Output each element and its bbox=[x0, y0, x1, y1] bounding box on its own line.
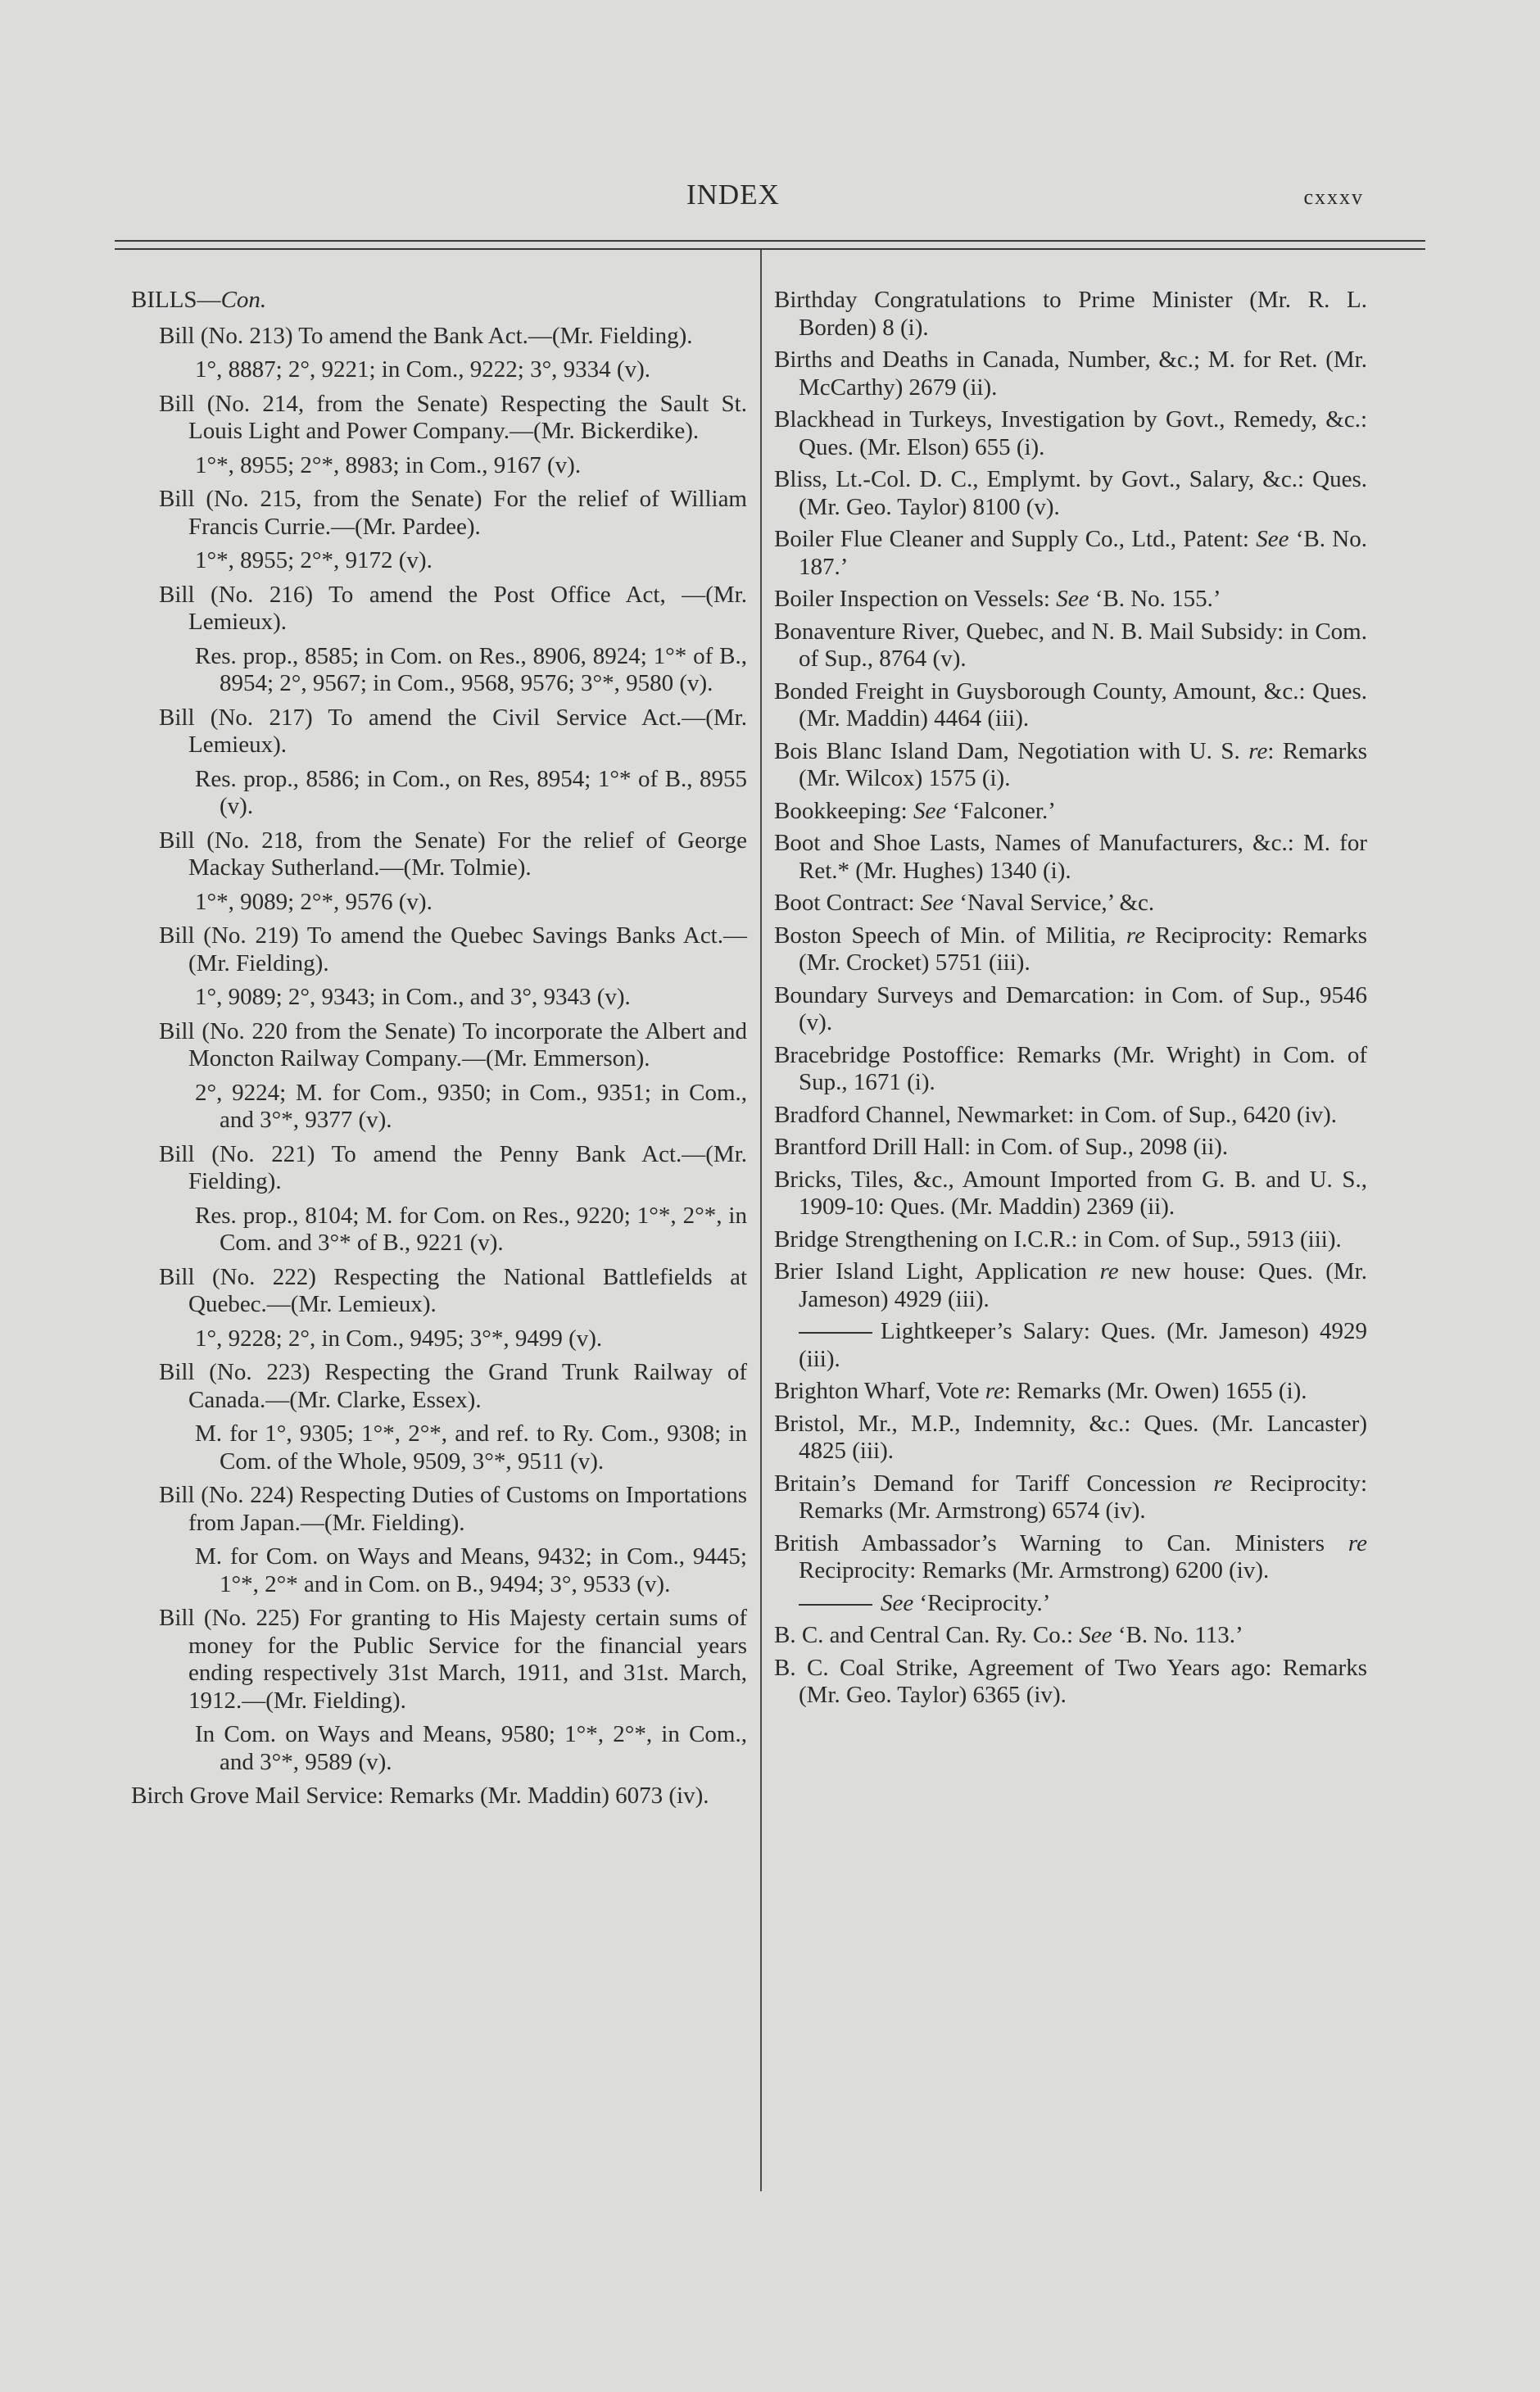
bill-proceedings: M. for Com. on Ways and Means, 9432; in Com., 9445; 1°*, 2°* and in Com. on B., 9494; 3°, 9533 (v). bbox=[195, 1543, 747, 1597]
index-entry: British Ambassador’s Warning to Can. Ministers re Reciprocity: Remarks (Mr. Armstrong) 6200 (iv). bbox=[774, 1529, 1367, 1583]
index-entry: Bristol, Mr., M.P., Indemnity, &c.: Ques. (Mr. Lancaster) 4825 (iii). bbox=[774, 1410, 1367, 1464]
page-title: INDEX bbox=[686, 179, 780, 211]
index-entry: Bradford Channel, Newmarket: in Com. of Sup., 6420 (iv). bbox=[774, 1101, 1338, 1128]
index-entry: Brier Island Light, Application re new house: Ques. (Mr. Jameson) 4929 (iii). bbox=[774, 1258, 1367, 1312]
index-subentry: Lightkeeper’s Salary: Ques. (Mr. Jameson) 4929 (iii). bbox=[799, 1318, 1367, 1372]
bill-entry-215: Bill (No. 215, from the Senate) For the relief of William Francis Currie.—(Mr. Pardee). 1°*, 8955; 2°*, 9172 (v). bbox=[159, 486, 747, 573]
bill-proceedings: 1°, 8887; 2°, 9221; in Com., 9222; 3°, 9334 (v). bbox=[195, 356, 650, 383]
bill-proceedings: 1°*, 8955; 2°*, 9172 (v). bbox=[195, 547, 433, 573]
index-entry: Bracebridge Postoffice: Remarks (Mr. Wright) in Com. of Sup., 1671 (i). bbox=[774, 1041, 1367, 1095]
index-subentry: See ‘Reciprocity.’ bbox=[774, 1590, 1367, 1618]
index-entry: Births and Deaths in Canada, Number, &c.; M. for Ret. (Mr. McCarthy) 2679 (ii). bbox=[774, 347, 1367, 401]
bill-entry-220: Bill (No. 220 from the Senate) To incorporate the Albert and Moncton Railway Company.—(Mr. Emmerson). 2°, 9224; M. for Com., 9350; in Com., 9351; in Com., and 3°*, 9377 (v). bbox=[159, 1017, 747, 1133]
bill-entry-218: Bill (No. 218, from the Senate) For the relief of George Mackay Sutherland.—(Mr. Tolmie). 1°*, 9089; 2°*, 9576 (v). bbox=[159, 827, 747, 915]
index-entry: B. C. Coal Strike, Agreement of Two Years ago: Remarks (Mr. Geo. Taylor) 6365 (iv). bbox=[774, 1654, 1367, 1708]
index-entry: Blackhead in Turkeys, Investigation by Govt., Remedy, &c.: Ques. (Mr. Elson) 655 (i). bbox=[774, 406, 1367, 460]
header-rule-top bbox=[115, 240, 1425, 242]
bill-proceedings: Res. prop., 8104; M. for Com. on Res., 9220; 1°*, 2°*, in Com. and 3°* of B., 9221 (v). bbox=[195, 1202, 747, 1256]
index-entry: Boot and Shoe Lasts, Names of Manufacturers, &c.: M. for Ret.* (Mr. Hughes) 1340 (i). bbox=[774, 830, 1367, 884]
bill-proceedings: Res. prop., 8585; in Com. on Res., 8906, 8924; 1°* of B., 8954; 2°, 9567; in Com., 9568, 9576; 3°*, 9580 (v). bbox=[195, 642, 747, 696]
index-entry: Bookkeeping: See ‘Falconer.’ bbox=[774, 797, 1056, 824]
index-entry: Boundary Surveys and Demarcation: in Com. of Sup., 9546 (v). bbox=[774, 981, 1367, 1035]
index-entry: Bonaventure River, Quebec, and N. B. Mail Subsidy: in Com. of Sup., 8764 (v). bbox=[774, 618, 1367, 672]
left-column bbox=[131, 287, 747, 1815]
index-entry: B. C. and Central Can. Ry. Co.: See ‘B. No. 113.’ bbox=[774, 1622, 1243, 1648]
section-heading: BILLS—Con. bbox=[131, 287, 267, 313]
index-entry-birch-grove: Birch Grove Mail Service: Remarks (Mr. Maddin) 6073 (iv). bbox=[131, 1783, 709, 1809]
index-entry: Boston Speech of Min. of Militia, re Reciprocity: Remarks (Mr. Crocket) 5751 (iii). bbox=[774, 922, 1367, 976]
right-column bbox=[774, 287, 1367, 1715]
page-number: cxxxv bbox=[1303, 185, 1364, 209]
header-rule-bottom bbox=[115, 248, 1425, 250]
index-entry: Bridge Strengthening on I.C.R.: in Com. of Sup., 5913 (iii). bbox=[774, 1225, 1342, 1253]
column-divider bbox=[760, 250, 762, 2191]
bill-entry-225: Bill (No. 225) For granting to His Majesty certain sums of money for the Public Service for the financial years ending respectively 31st March, 1911, and 31st. March, 1912.—(Mr. Fielding). In Com. on Ways and Means, 9580; 1°*, 2°*, in Com., and 3°*, 9589 (v). bbox=[159, 1605, 747, 1775]
running-head bbox=[0, 179, 1540, 211]
index-entry: Boiler Inspection on Vessels: See ‘B. No. 155.’ bbox=[774, 586, 1221, 612]
dash-rule bbox=[799, 1604, 872, 1606]
bill-entry-222: Bill (No. 222) Respecting the National Battlefields at Quebec.—(Mr. Lemieux). 1°, 9228; 2°, in Com., 9495; 3°*, 9499 (v). bbox=[159, 1263, 747, 1352]
bill-proceedings: 2°, 9224; M. for Com., 9350; in Com., 9351; in Com., and 3°*, 9377 (v). bbox=[195, 1079, 747, 1133]
index-entry: Bliss, Lt.-Col. D. C., Emplymt. by Govt., Salary, &c.: Ques. (Mr. Geo. Taylor) 8100 (v). bbox=[774, 466, 1367, 520]
bill-entry-214: Bill (No. 214, from the Senate) Respecting the Sault St. Louis Light and Power Company.—(Mr. Bickerdike). 1°*, 8955; 2°*, 8983; in Com., 9167 (v). bbox=[159, 390, 747, 478]
bill-entry-224: Bill (No. 224) Respecting Duties of Customs on Importations from Japan.—(Mr. Fielding). M. for Com. on Ways and Means, 9432; in Com., 9445; 1°*, 2°* and in Com. on B., 9494; 3°, 9533 (v). bbox=[159, 1482, 747, 1597]
bill-entry-213: Bill (No. 213) To amend the Bank Act.—(Mr. Fielding). 1°, 8887; 2°, 9221; in Com., 9222; 3°, 9334 (v). bbox=[131, 323, 747, 384]
index-entry: Boiler Flue Cleaner and Supply Co., Ltd., Patent: See ‘B. No. 187.’ bbox=[774, 526, 1367, 580]
index-entry: Bricks, Tiles, &c., Amount Imported from G. B. and U. S., 1909-10: Ques. (Mr. Maddin) 2369 (ii). bbox=[774, 1166, 1367, 1220]
bill-entry-216: Bill (No. 216) To amend the Post Office Act, —(Mr. Lemieux). Res. prop., 8585; in Com. on Res., 8906, 8924; 1°* of B., 8954; 2°, 9567; in Com., 9568, 9576; 3°*, 9580 (v). bbox=[159, 581, 747, 696]
index-entry: Birthday Congratulations to Prime Minister (Mr. R. L. Borden) 8 (i). bbox=[774, 287, 1367, 341]
bill-proceedings: 1°*, 8955; 2°*, 8983; in Com., 9167 (v). bbox=[195, 451, 582, 478]
bill-proceedings: 1°, 9089; 2°, 9343; in Com., and 3°, 9343 (v). bbox=[195, 984, 631, 1010]
bill-proceedings: In Com. on Ways and Means, 9580; 1°*, 2°*, in Com., and 3°*, 9589 (v). bbox=[195, 1721, 747, 1775]
bill-entry-217: Bill (No. 217) To amend the Civil Service Act.—(Mr. Lemieux). Res. prop., 8586; in Com., on Res, 8954; 1°* of B., 8955 (v). bbox=[159, 704, 747, 819]
bill-proceedings: 1°*, 9089; 2°*, 9576 (v). bbox=[195, 888, 433, 915]
index-entry: Brantford Drill Hall: in Com. of Sup., 2098 (ii). bbox=[774, 1134, 1229, 1160]
bill-proceedings: M. for 1°, 9305; 1°*, 2°*, and ref. to Ry. Com., 9308; in Com. of the Whole, 9509, 3°*, 9511 (v). bbox=[195, 1420, 747, 1475]
index-entry: Britain’s Demand for Tariff Concession re Reciprocity: Remarks (Mr. Armstrong) 6574 (iv). bbox=[774, 1470, 1368, 1524]
bill-proceedings: 1°, 9228; 2°, in Com., 9495; 3°*, 9499 (v). bbox=[195, 1325, 603, 1352]
bill-entry-219: Bill (No. 219) To amend the Quebec Savings Banks Act.—(Mr. Fielding). 1°, 9089; 2°, 9343; in Com., and 3°, 9343 (v). bbox=[159, 922, 747, 1010]
index-entry: Brighton Wharf, Vote re: Remarks (Mr. Owen) 1655 (i). bbox=[774, 1378, 1307, 1404]
index-entry: Boot Contract: See ‘Naval Service,’ &c. bbox=[774, 890, 1155, 916]
bill-entry-221: Bill (No. 221) To amend the Penny Bank Act.—(Mr. Fielding). Res. prop., 8104; M. for Com. on Res., 9220; 1°*, 2°*, in Com. and 3°* of B., 9221 (v). bbox=[159, 1140, 747, 1256]
index-entry: Bonded Freight in Guysborough County, Amount, &c.: Ques. (Mr. Maddin) 4464 (iii). bbox=[774, 677, 1367, 732]
bill-entry-223: Bill (No. 223) Respecting the Grand Trunk Railway of Canada.—(Mr. Clarke, Essex). M. for 1°, 9305; 1°*, 2°*, and ref. to Ry. Com., 9308; in Com. of the Whole, 9509, 3°*, 9511 (v). bbox=[159, 1359, 747, 1475]
dash-rule bbox=[799, 1332, 872, 1334]
index-entry: Bois Blanc Island Dam, Negotiation with U. S. re: Remarks (Mr. Wilcox) 1575 (i). bbox=[774, 737, 1367, 791]
bill-proceedings: Res. prop., 8586; in Com., on Res, 8954; 1°* of B., 8955 (v). bbox=[195, 765, 747, 819]
